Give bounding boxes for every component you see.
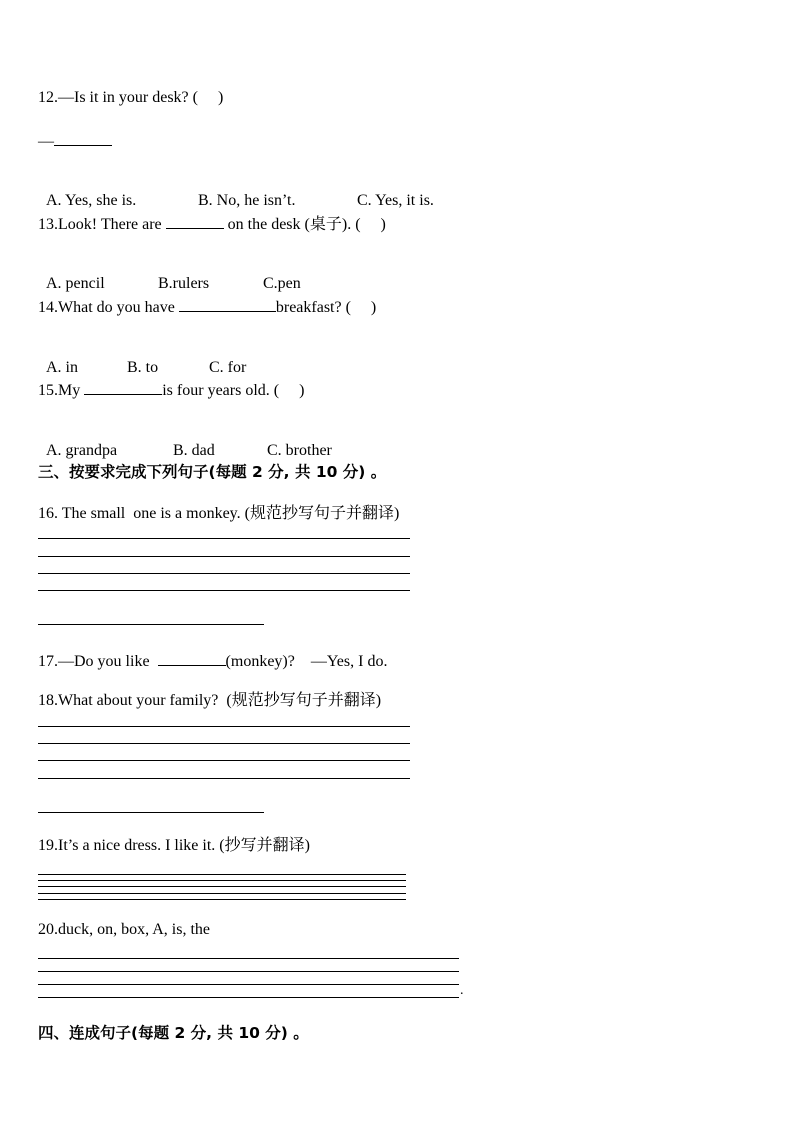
q14-options [38,338,246,378]
q16-stem: 16. The small one is a monkey. (规范抄写句子并翻译) [38,505,400,522]
q13-options [38,254,301,294]
q14-option-b[interactable]: B. to [127,359,159,376]
q15-options [38,421,332,461]
q15-blank[interactable] [84,379,162,395]
q19-answer-line-3[interactable] [38,886,406,887]
q17-stem-end: (monkey)? —Yes, I do. [225,653,388,670]
q13-option-c[interactable]: C.pen [263,275,301,292]
q19-answer-line-4[interactable] [38,893,406,894]
q12-options [38,171,434,211]
q13-stem-end: on the desk (桌子). ( ) [223,216,386,233]
q12-stem: 12.—Is it in your desk? ( ) [38,89,224,106]
q14-stem-end: breakfast? ( ) [275,299,377,316]
q18-answer-line-3[interactable] [38,760,410,761]
q16-answer-line-2[interactable] [38,556,410,557]
q13-stem-start: 13.Look! There are [38,216,166,233]
q15-stem-start: 15.My [38,382,85,399]
q16-translation-line[interactable] [38,624,264,625]
q18-answer-line-1[interactable] [38,726,410,727]
q12-answer-line [38,130,112,152]
q13-option-b[interactable]: B.rulers [158,275,210,292]
q17-blank[interactable] [158,650,226,666]
q19-stem: 19.It’s a nice dress. I like it. (抄写并翻译) [38,837,310,854]
q14-option-a[interactable]: A. in [46,359,78,376]
q12-answer-blank[interactable] [54,130,112,146]
q15-option-a[interactable]: A. grandpa [46,442,118,459]
q13-stem [38,213,386,235]
q17-stem-start: 17.—Do you like [38,653,158,670]
q14-stem-start: 14.What do you have [38,299,179,316]
q12-option-b[interactable]: B. No, he isn’t. [198,192,296,209]
q20-stem: 20.duck, on, box, A, is, the [38,921,210,938]
q18-answer-line-2[interactable] [38,743,410,744]
q20-answer-line-3[interactable] [38,984,459,985]
q19-answer-line-5[interactable] [38,899,406,900]
q15-stem-end: is four years old. ( ) [162,382,305,399]
q20-answer-line-1[interactable] [38,958,459,959]
q18-translation-line[interactable] [38,812,264,813]
q20-end-mark: . [460,983,464,998]
q12-option-a[interactable]: A. Yes, she is. [46,192,137,209]
q15-option-b[interactable]: B. dad [173,442,215,459]
q20-answer-line-4[interactable] [38,997,459,998]
section-3-title: 三、按要求完成下列句子(每题 2 分, 共 10 分) 。 [38,463,387,481]
q12-option-c[interactable]: C. Yes, it is. [357,192,434,209]
q16-answer-line-1[interactable] [38,538,410,539]
section-4-title: 四、连成句子(每题 2 分, 共 10 分) 。 [38,1024,309,1042]
q18-stem: 18.What about your family? (规范抄写句子并翻译) [38,692,382,709]
q13-option-a[interactable]: A. pencil [46,275,105,292]
q17-stem [38,650,387,672]
q16-answer-line-3[interactable] [38,573,410,574]
q12-answer-dash: — [38,133,54,150]
q14-blank[interactable] [179,296,276,312]
q15-option-c[interactable]: C. brother [267,442,332,459]
q14-option-c[interactable]: C. for [209,359,247,376]
q20-answer-line-2[interactable] [38,971,459,972]
q19-answer-line-2[interactable] [38,880,406,881]
q13-blank[interactable] [166,213,224,229]
q19-answer-line-1[interactable] [38,874,406,875]
q14-stem [38,296,376,318]
q18-answer-line-4[interactable] [38,778,410,779]
q16-answer-line-4[interactable] [38,590,410,591]
q15-stem [38,379,304,401]
